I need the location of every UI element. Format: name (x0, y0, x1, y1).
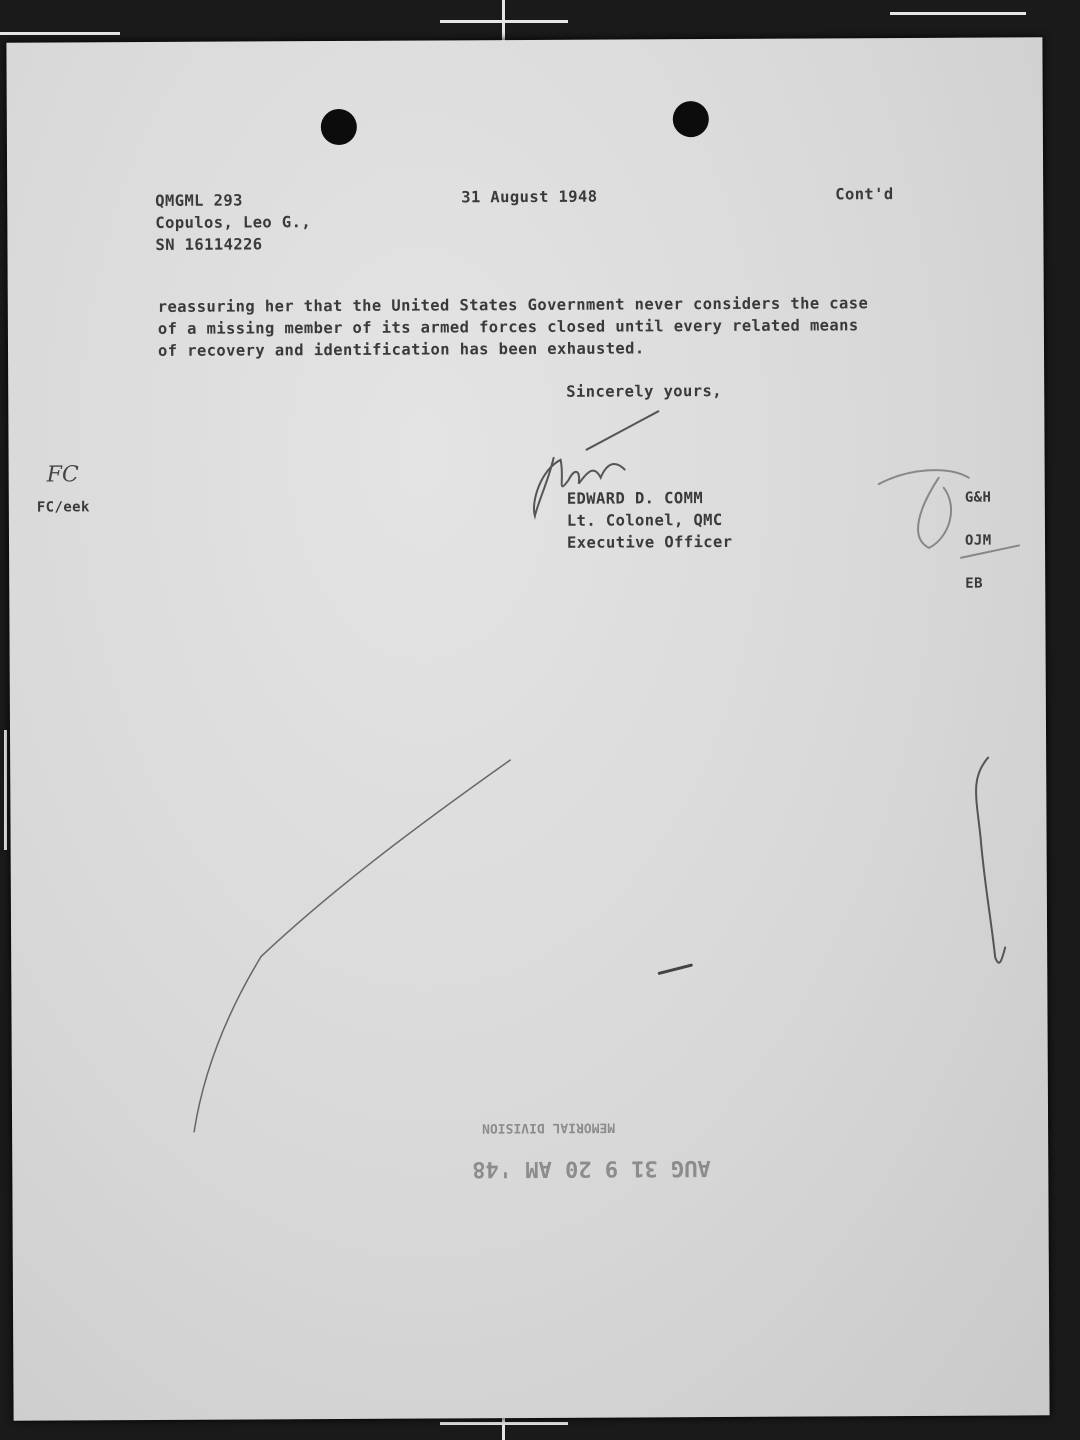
routing-initials: EB (965, 575, 983, 592)
body-line: of a missing member of its armed forces closed until every related means (157, 316, 859, 338)
letter-page (6, 37, 1049, 1420)
typist-reference: FC/eek (36, 499, 90, 516)
body-line: of recovery and identification has been exhausted. (157, 339, 645, 360)
received-stamp-date: AUG 31 9 20 AM '48 (472, 1155, 711, 1182)
crop-mark (0, 32, 120, 35)
body-line: reassuring her that the United States Government never considers the case (157, 294, 869, 316)
pencil-dash (659, 965, 691, 973)
signer-rank: Lt. Colonel, QMC (566, 510, 723, 530)
subject-name: Copulos, Leo G., (155, 213, 312, 232)
received-stamp-division: MEMORIAL DIVISION (482, 1119, 616, 1136)
signature-stroke (533, 411, 658, 516)
crop-mark (890, 12, 1026, 15)
letter-date: 31 August 1948 (461, 187, 598, 207)
routing-initials: OJM (964, 532, 992, 549)
margin-bracket (976, 758, 1005, 963)
signer-name: EDWARD D. COMM (566, 489, 704, 508)
file-reference: QMGML 293 (155, 191, 243, 210)
signer-title: Executive Officer (566, 532, 733, 552)
handwritten-initials: FC (46, 462, 79, 488)
signature-drawing (6, 37, 1049, 1420)
routing-initials: G&H (964, 489, 992, 506)
crop-mark (4, 730, 7, 850)
pencil-line (192, 760, 512, 1132)
salutation: Sincerely yours, (566, 381, 722, 401)
initials-scribble (879, 470, 1019, 558)
serial-number: SN 16114226 (155, 235, 263, 254)
continued-marker: Cont'd (835, 185, 894, 204)
